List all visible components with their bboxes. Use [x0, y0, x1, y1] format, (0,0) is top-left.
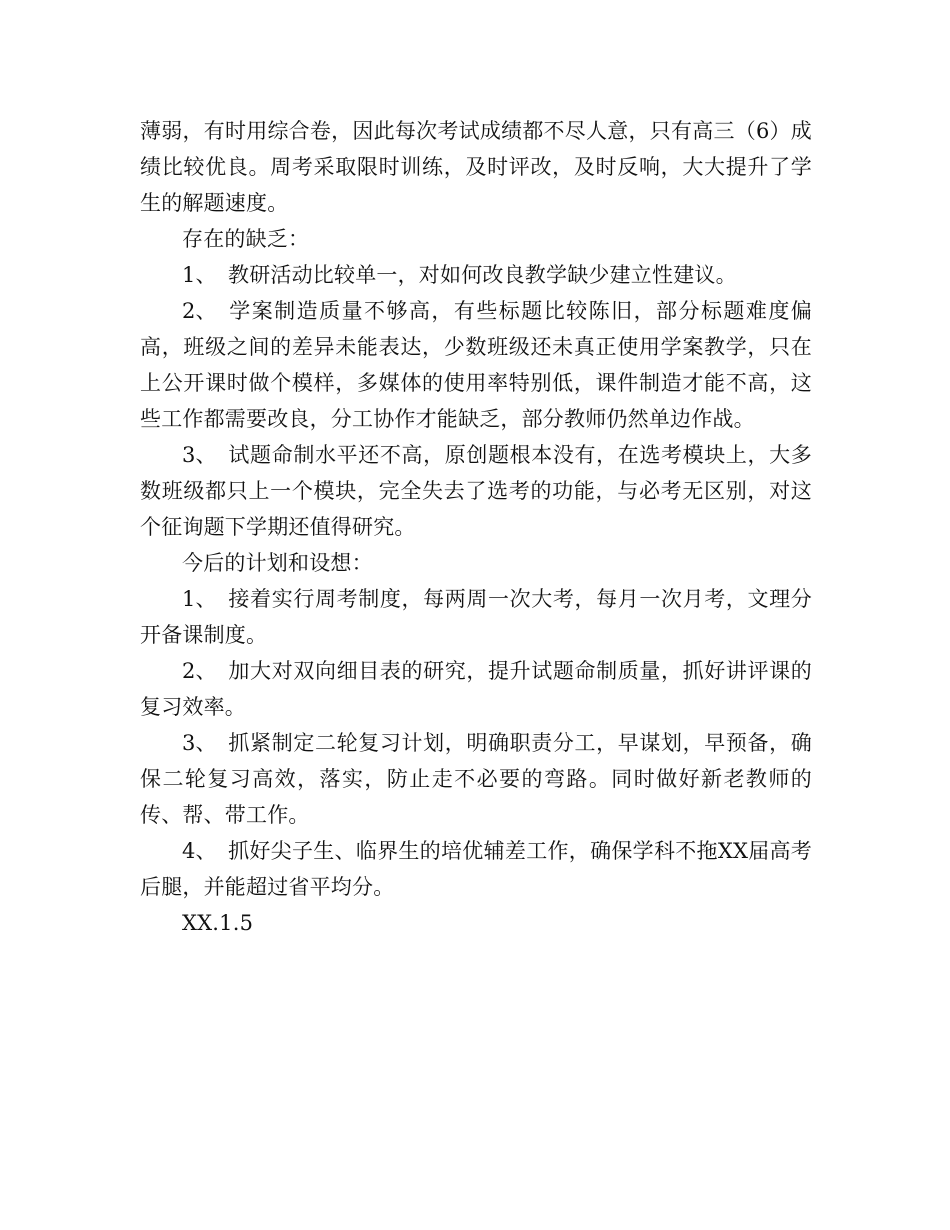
shortcoming-item-1 — [140, 257, 812, 293]
paragraph-text: 今后的计划和设想： — [182, 551, 373, 575]
item-number: 2、 — [182, 299, 217, 323]
plan-item-3 — [140, 725, 812, 833]
heading-future-plans — [140, 545, 812, 581]
paragraph-text: 薄弱，有时用综合卷，因此每次考试成绩都不尽人意，只有高三（6）成绩比较优良。周考采取限时训练，及时评改，及时反响，大大提升了学生的解题速度。 — [140, 119, 812, 215]
item-number: 4、 — [182, 839, 217, 863]
paragraph-text: 抓好尖子生、临界生的培优辅差工作，确保学科不拖XX届高考后腿，并能超过省平均分。 — [140, 839, 812, 899]
plan-item-4 — [140, 833, 812, 905]
document-body — [140, 113, 812, 941]
paragraph-text: 抓紧制定二轮复习计划，明确职责分工，早谋划，早预备，确保二轮复习高效，落实，防止走不必要的弯路。同时做好新老教师的传、帮、带工作。 — [140, 731, 812, 827]
item-number: 2、 — [182, 659, 217, 683]
item-number: 1、 — [182, 587, 217, 611]
shortcoming-item-2 — [140, 293, 812, 437]
shortcoming-item-3 — [140, 437, 812, 545]
plan-item-1 — [140, 581, 812, 653]
paragraph-text: 加大对双向细目表的研究，提升试题命制质量，抓好讲评课的复习效率。 — [140, 659, 812, 719]
heading-shortcomings — [140, 221, 812, 257]
paragraph-text: 教研活动比较单一，对如何改良教学缺少建立性建议。 — [228, 263, 737, 287]
item-number: 3、 — [182, 443, 217, 467]
plan-item-2 — [140, 653, 812, 725]
item-number: 1、 — [182, 263, 217, 287]
paragraph-text: 试题命制水平还不高，原创题根本没有，在选考模块上，大多数班级都只上一个模块，完全失去了选考的功能，与必考无区别，对这个征询题下学期还值得研究。 — [140, 443, 812, 539]
item-number: 3、 — [182, 731, 217, 755]
paragraph-text: 接着实行周考制度，每两周一次大考，每月一次月考，文理分开备课制度。 — [140, 587, 812, 647]
document-date — [140, 905, 812, 941]
paragraph-text: 学案制造质量不够高，有些标题比较陈旧，部分标题难度偏高，班级之间的差异未能表达，少数班级还未真正使用学案教学，只在上公开课时做个模样，多媒体的使用率特别低，课件制造才能不高，这些工作都需要改良，分工协作才能缺乏，部分教师仍然单边作战。 — [140, 299, 812, 431]
paragraph-1 — [140, 113, 812, 221]
paragraph-text: 存在的缺乏： — [182, 227, 310, 251]
paragraph-text: XX.1.5 — [182, 911, 254, 935]
